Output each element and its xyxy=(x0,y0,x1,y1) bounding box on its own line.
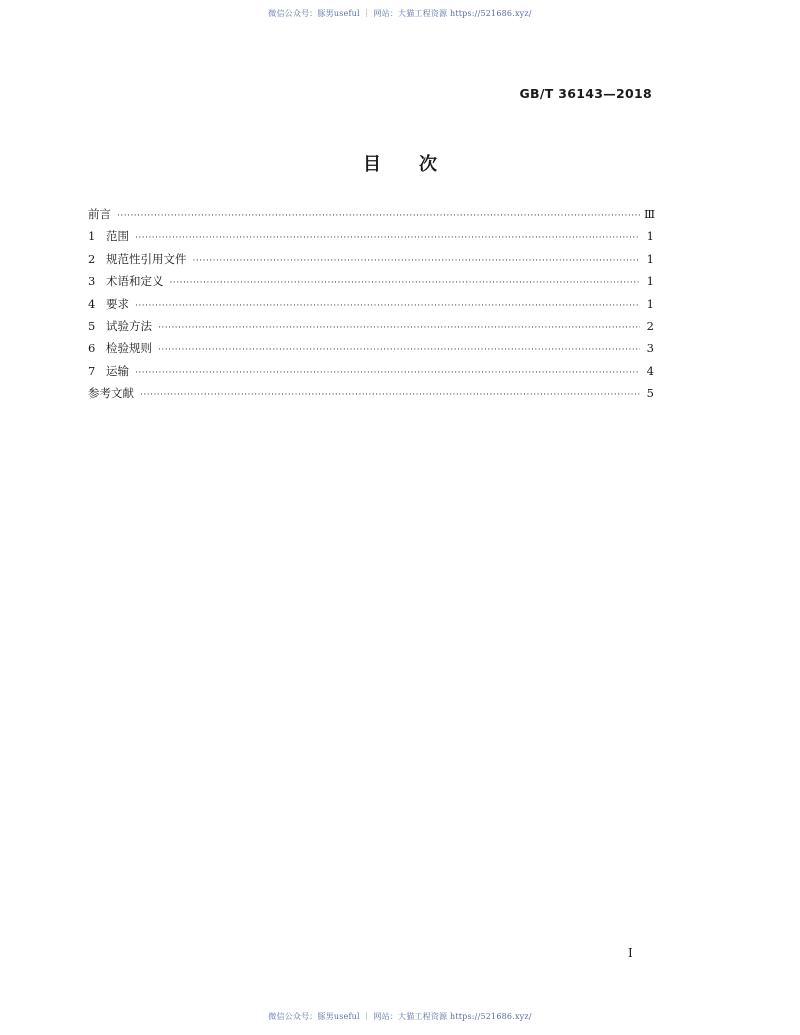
toc-entry-normative-references[interactable] xyxy=(88,251,654,273)
toc-leader xyxy=(170,278,641,288)
toc-label: 检验规则 xyxy=(106,341,152,356)
toc-entry-inspection-rules[interactable] xyxy=(88,340,654,362)
toc-leader xyxy=(135,301,640,311)
toc-page: Ⅲ xyxy=(644,207,656,221)
page-number: I xyxy=(628,946,633,960)
toc-label: 要求 xyxy=(106,296,129,311)
toc-page: 1 xyxy=(646,229,654,244)
watermark-bottom: 微信公众号：豚男useful ｜ 网站：大猫工程资源 https://521686.xyz/ xyxy=(268,1012,532,1021)
toc-leader xyxy=(193,256,641,266)
toc-number: 2 xyxy=(88,251,96,266)
toc-page: 5 xyxy=(646,386,654,401)
toc-entry-transport[interactable] xyxy=(88,363,654,385)
toc-label: 术语和定义 xyxy=(106,274,164,289)
toc-entry-scope[interactable] xyxy=(88,228,654,250)
toc-label: 参考文献 xyxy=(88,386,134,401)
watermark-top: 微信公众号：豚男useful ｜ 网站：大猫工程资源 https://521686.xyz/ xyxy=(268,9,532,18)
toc-page: 1 xyxy=(646,296,654,311)
toc-label: 运输 xyxy=(106,363,129,378)
toc-page: 4 xyxy=(646,363,654,378)
toc-entry-foreword[interactable] xyxy=(88,206,654,228)
toc-leader xyxy=(135,233,640,243)
toc-leader xyxy=(140,390,640,400)
toc-number: 6 xyxy=(88,341,96,356)
toc-entry-bibliography[interactable] xyxy=(88,385,654,407)
page-title: 目次 xyxy=(363,154,475,175)
toc-label: 试验方法 xyxy=(106,318,152,333)
toc-leader xyxy=(117,211,640,221)
toc-leader xyxy=(135,368,640,378)
toc-entry-test-methods[interactable] xyxy=(88,318,654,340)
toc-entry-terms-definitions[interactable] xyxy=(88,273,654,295)
toc-page: 2 xyxy=(646,318,654,333)
toc-entry-requirements[interactable] xyxy=(88,296,654,318)
toc-leader xyxy=(158,323,640,333)
standard-number: GB/T 36143—2018 xyxy=(519,86,652,101)
toc-number: 3 xyxy=(88,274,96,289)
toc-number: 7 xyxy=(88,363,96,378)
toc-number: 4 xyxy=(88,296,96,311)
toc-page: 1 xyxy=(646,251,654,266)
table-of-contents xyxy=(88,206,654,408)
toc-label: 规范性引用文件 xyxy=(106,251,187,266)
toc-leader xyxy=(158,345,640,355)
toc-number: 5 xyxy=(88,318,96,333)
toc-label: 前言 xyxy=(88,207,111,221)
toc-page: 1 xyxy=(646,274,654,289)
toc-label: 范围 xyxy=(106,229,129,244)
toc-page: 3 xyxy=(646,341,654,356)
toc-number: 1 xyxy=(88,229,96,244)
